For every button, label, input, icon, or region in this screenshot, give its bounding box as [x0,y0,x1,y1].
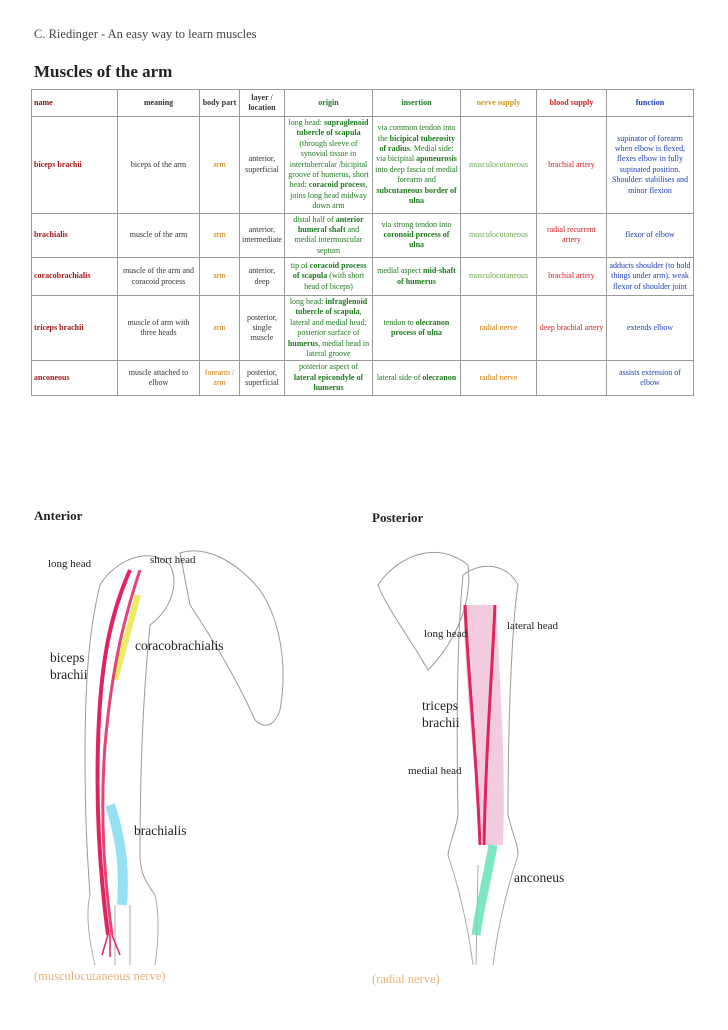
body-part-cell: arm [200,296,240,361]
origin-cell: tip of coracoid process of scapula (with short head of biceps) [285,258,373,296]
anconeus-muscle [476,845,493,935]
label-biceps-1: biceps [50,650,85,665]
function-cell: flexor of elbow [607,213,694,258]
label-long-head: long head [48,558,92,570]
anterior-illustration [30,525,360,965]
posterior-nerve-caption: (radial nerve) [372,972,440,986]
name-cell: triceps brachii [32,296,118,361]
table-row [32,258,694,296]
table-header-row [32,90,694,117]
page-title: Muscles of the arm [34,62,173,81]
body-part-cell: arm [200,213,240,258]
insertion-cell: medial aspect mid-shaft of humerus [373,258,461,296]
col-header-nerve: nerve supply [461,90,537,117]
label-lateral-head: lateral head [507,620,558,632]
body-part-cell: arm [200,258,240,296]
col-header-blood: blood supply [537,90,607,117]
function-cell: adducts shoulder (to hold things under arm), weak flexor of shoulder joint [607,258,694,296]
col-header-meaning: meaning [118,90,200,117]
name-cell: anconeous [32,361,118,395]
nerve-cell: musculocutaneous [461,213,537,258]
insertion-cell: via strong tendon into coronoid process of ulna [373,213,461,258]
meaning-cell: muscle of the arm and coracoid process [118,258,200,296]
col-header-name: name [32,90,118,117]
nerve-cell: musculocutaneous [461,258,537,296]
table-row [32,117,694,214]
posterior-illustration [368,525,698,965]
table-row [32,213,694,258]
blood-cell: brachial artery [537,258,607,296]
anterior-nerve-caption: (musculocutaneous nerve) [34,969,166,983]
label-biceps-2: brachii [50,667,88,682]
body-part-cell: arm [200,117,240,214]
function-cell: supinator of forearm when elbow is flexed, flexes elbow in fully supinated position. Shoulder: stabilises and minor flexion [607,117,694,214]
layer-cell: posterior, single muscle [240,296,285,361]
body-part-cell: forearm / arm [200,361,240,395]
col-header-origin: origin [285,90,373,117]
triceps-muscle [463,605,504,845]
origin-cell: posterior aspect of lateral epicondyle of humerus [285,361,373,395]
name-cell: biceps brachii [32,117,118,214]
name-cell: brachialis [32,213,118,258]
brachialis-muscle [110,805,123,905]
label-long-head-posterior: long head [424,628,468,640]
meaning-cell: muscle of arm with three heads [118,296,200,361]
origin-cell: long head: supraglenoid tubercle of scapula (through sleeve of synovial tissue in intertubercular /bicipital groove of humerus, short head: coracoid process, joins long head midway down arm [285,117,373,214]
table-row [32,361,694,395]
insertion-cell: via common tendon into the bicipical tuberosity of radius. Medial side: via bicipital aponeurosis into deep fascia of medial forearm and subcutaneous border of ulna [373,117,461,214]
layer-cell: anterior, superficial [240,117,285,214]
nerve-cell: musculocutaneous [461,117,537,214]
posterior-title: Posterior [372,510,424,525]
meaning-cell: muscle attached to elbow [118,361,200,395]
label-anconeus: anconeus [514,870,565,885]
nerve-cell: radial nerve [461,296,537,361]
col-header-function: function [607,90,694,117]
label-medial-head: medial head [408,765,462,777]
muscles-table [31,89,694,396]
meaning-cell: muscle of the arm [118,213,200,258]
insertion-cell: tendon to olecranon process of ulna [373,296,461,361]
layer-cell: anterior, intermediate [240,213,285,258]
nerve-cell: radial nerve [461,361,537,395]
function-cell: extends elbow [607,296,694,361]
label-coracobrachialis: coracobrachialis [135,638,224,653]
anterior-title: Anterior [34,508,83,523]
label-triceps-1: triceps [422,698,458,713]
layer-cell: anterior, deep [240,258,285,296]
blood-cell: brachial artery [537,117,607,214]
meaning-cell: biceps of the arm [118,117,200,214]
blood-cell [537,361,607,395]
label-short-head: short head [150,554,196,566]
origin-cell: long head: infraglenoid tubercle of scapula, lateral and medial head: posterior surface of humerus, medial head in lateral groove [285,296,373,361]
col-header-insertion: insertion [373,90,461,117]
table-row [32,296,694,361]
function-cell: assists extension of elbow [607,361,694,395]
col-header-body-part: body part [200,90,240,117]
insertion-cell: lateral side of olecranon [373,361,461,395]
name-cell: coracobrachialis [32,258,118,296]
page-header: C. Riedinger - An easy way to learn muscles [34,27,257,41]
label-triceps-2: brachii [422,715,460,730]
origin-cell: distal half of anterior humeral shaft and medial intermuscular septum [285,213,373,258]
layer-cell: posterior, superficial [240,361,285,395]
label-brachialis: brachialis [134,823,187,838]
scapula-outline [378,552,469,670]
blood-cell: radial recurrent artery [537,213,607,258]
col-header-layer: layer / location [240,90,285,117]
blood-cell: deep brachial artery [537,296,607,361]
